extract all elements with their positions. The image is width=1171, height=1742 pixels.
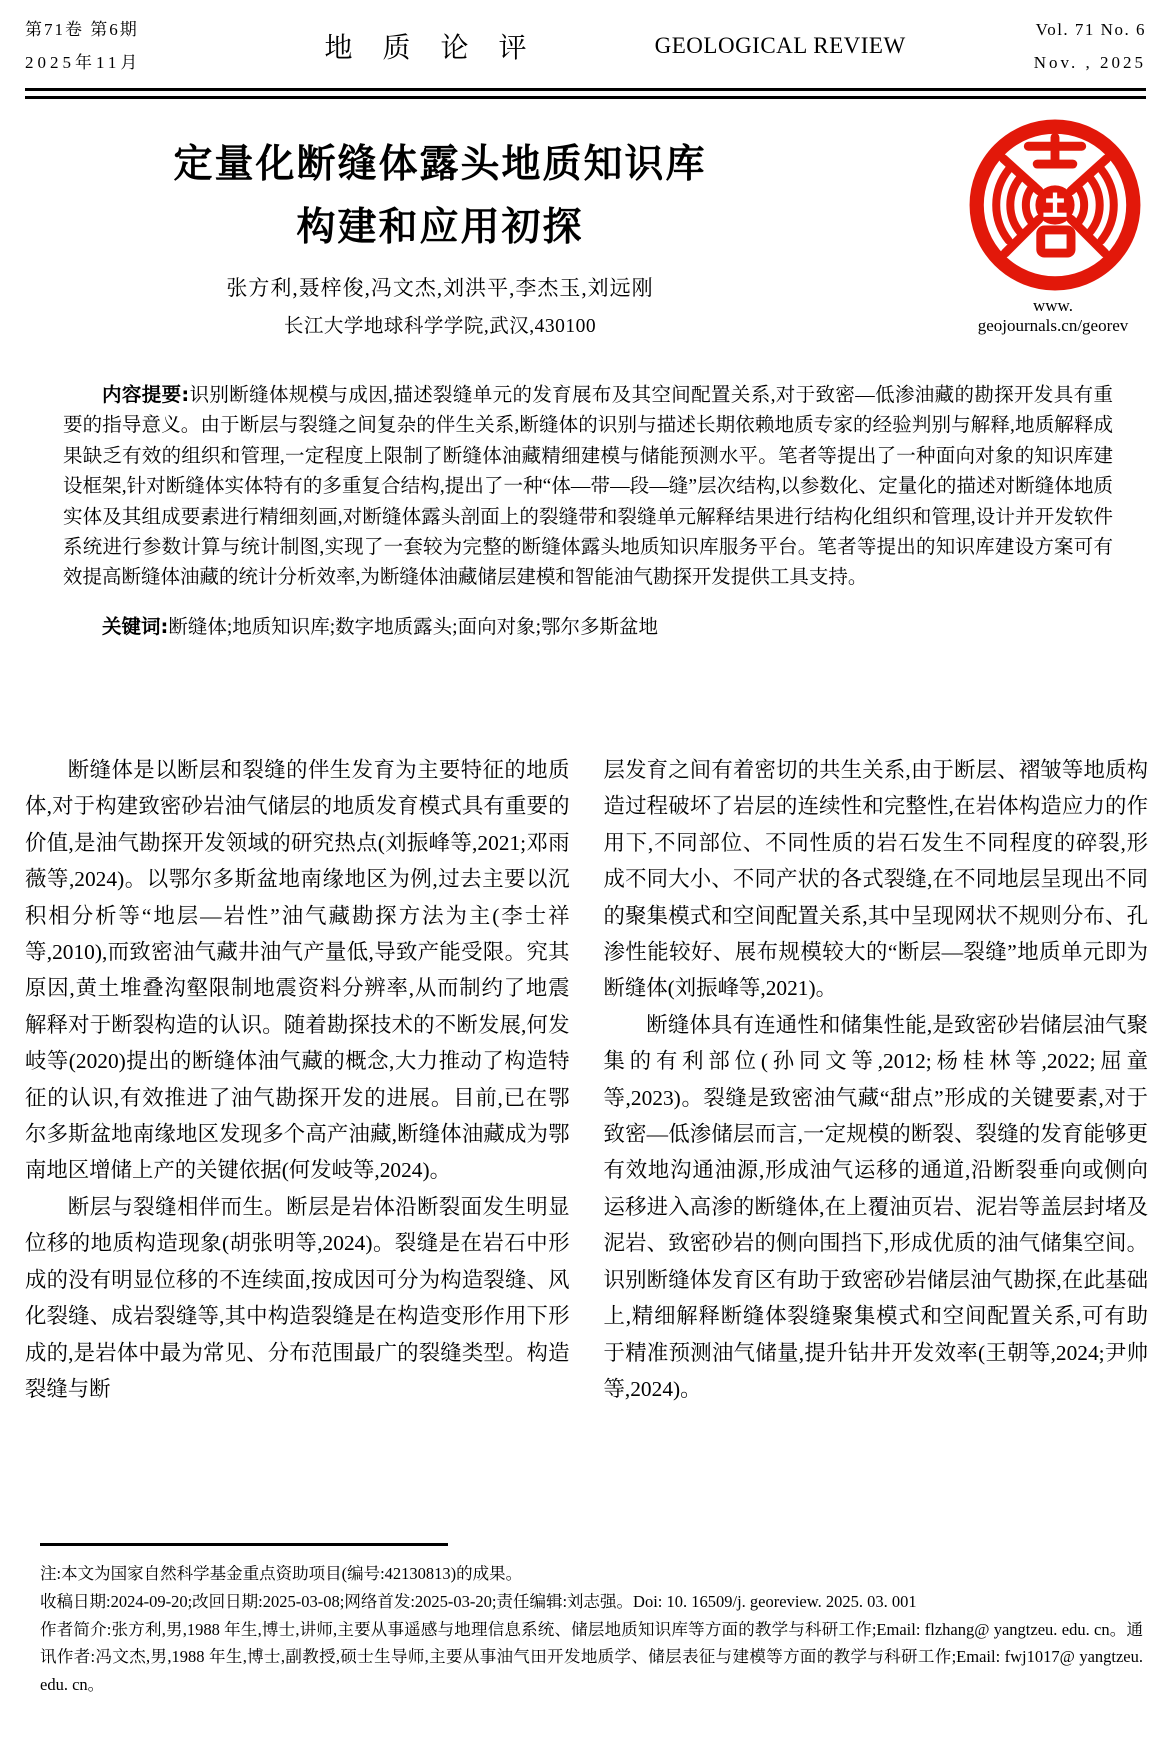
author-list: 张方利,聂梓俊,冯文杰,刘洪平,李杰玉,刘远刚	[226, 276, 654, 300]
footnotes	[40, 1560, 1143, 1699]
keywords-text: 断缝体;地质知识库;数字地质露头;面向对象;鄂尔多斯盆地	[168, 616, 658, 638]
affiliation: 长江大学地球科学学院,武汉,430100	[283, 316, 597, 337]
right-column	[604, 752, 1149, 1407]
journal-website	[938, 296, 1168, 336]
masthead-vol-block	[1034, 13, 1146, 79]
body-paragraph-2-continued: 层发育之间有着密切的共生关系,由于断层、褶皱等地质构造过程破坏了岩层的连续性和完整性,在岩体构造应力的作用下,不同部位、不同性质的岩石发生不同程度的碎裂,形成不同大小、不同产状的各式裂缝,在不同地层呈现出不同的聚集模式和空间配置关系,其中呈现网状不规则分布、孔渗性能较好、展布规模较大的“断层—裂缝”地质单元即为断缝体(刘振峰等,2021)。	[603, 758, 1148, 1001]
footnote-divider	[40, 1543, 448, 1546]
journal-title-en: GEOLOGICAL REVIEW	[654, 33, 906, 58]
volume-issue-en: Vol. 71 No. 6	[1035, 19, 1146, 39]
abstract-paragraph	[63, 380, 1113, 594]
footnote-dates-doi: 收稿日期:2024-09-20;改回日期:2025-03-08;网络首发:2025-03-20;责任编辑:刘志强。Doi: 10. 16509/j. georeview. 2025. 03. 001	[40, 1591, 917, 1611]
article-title-line1: 定量化断缝体露头地质知识库	[173, 142, 707, 187]
journal-website-line2: geojournals.cn/georev	[977, 316, 1129, 336]
volume-issue-cn: 第71卷 第6期	[25, 19, 139, 39]
article-body	[25, 752, 1148, 1407]
date-cn: 2025年11月	[25, 53, 142, 72]
body-paragraph-1: 断缝体是以断层和裂缝的伴生发育为主要特征的地质体,对于构建致密砂岩油气储层的地质发育模式具有重要的价值,是油气勘探开发领域的研究热点(刘振峰等,2021;邓雨薇等,2024)。以鄂尔多斯盆地南缘地区为例,过去主要以沉积相分析等“地层—岩性”油气藏勘探方法为主(李士祥等,2010),而致密油气藏井油气产量低,导致产能受限。究其原因,黄土堆叠沟壑限制地震资料分辨率,从而制约了地震解释对于断裂构造的认识。随着勘探技术的不断发展,何发岐等(2020)提出的断缝体油气藏的概念,大力推动了构造特征的认识,有效推进了油气勘探开发的进展。目前,已在鄂尔多斯盆地南缘地区发现多个高产油藏,断缝体油藏成为鄂南地区增储上产的关键依据(何发岐等,2024)。	[25, 758, 570, 1183]
abstract-text: 识别断缝体规模与成因,描述裂缝单元的发育展布及其空间配置关系,对于致密—低渗油藏的勘探开发具有重要的指导意义。由于断层与裂缝之间复杂的伴生关系,断缝体的识别与描述长期依赖地质专家的经验判别与解释,地质解释成果缺乏有效的组织和管理,一定程度上限制了断缝体油藏精细建模与储能预测水平。笔者等提出了一种面向对象的知识库建设框架,针对断缝体实体特有的多重复合结构,提出了一种“体—带—段—缝”层次结构,以参数化、定量化的描述对断缝体地质实体及其组成要素进行精细刻画,对断缝体露头剖面上的裂缝带和裂缝单元解释结果进行结构化组织和管理,设计并开发软件系统进行参数计算与统计制图,实现了一套较为完整的断缝体露头地质知识库服务平台。笔者等提出的知识库建设方案可有效提高断缝体油藏的统计分析效率,为断缝体油藏储层建模和智能油气勘探开发提供工具支持。	[63, 385, 1113, 589]
footnote-funding: 注:本文为国家自然科学基金重点资助项目(编号:42130813)的成果。	[40, 1564, 523, 1583]
footnote-author-bio: 作者简介:张方利,男,1988 年生,博士,讲师,主要从事遥感与地理信息系统、储层地质知识库等方面的教学与科研工作;Email: flzhang@ yangtzeu. edu. cn。通讯作者:冯文杰,男,1988 年生,博士,副教授,硕士生导师,主要从事油气田开发地质学、储层表征与建模等方面的教学与科研工作;Email: fwj1017@ yangtzeu. edu. cn。	[40, 1619, 1143, 1695]
masthead	[25, 10, 1146, 82]
masthead-divider	[25, 88, 1146, 99]
masthead-volume-block	[25, 13, 141, 79]
body-paragraph-3: 断缝体具有连通性和储集性能,是致密砂岩储层油气聚集的有利部位(孙同文等,2012;杨桂林等,2022;屈童等,2023)。裂缝是致密油气藏“甜点”形成的关键要素,对于致密—低渗储层而言,一定规模的断裂、裂缝的发育能够更有效地沟通油源,形成油气运移的通道,沿断裂垂向或侧向运移进入高渗的断缝体,在上覆油页岩、泥岩等盖层封堵及泥岩、致密砂岩的侧向围挡下,形成优质的油气储集空间。识别断缝体发育区有助于致密砂岩储层油气勘探,在此基础上,精细解释断缝体裂缝聚集模式和空间配置关系,可有助于精准预测油气储量,提升钻井开发效率(王朝等,2024;尹帅等,2024)。	[603, 1012, 1148, 1401]
journal-website-line1: www.	[1033, 296, 1073, 315]
date-en: Nov. , 2025	[1033, 53, 1146, 72]
keywords-line	[63, 612, 1113, 643]
left-column	[25, 752, 570, 1407]
article-title-line2: 构建和应用初探	[296, 205, 584, 251]
abstract-block	[63, 380, 1113, 643]
article-title	[0, 133, 880, 259]
journal-title-cn: 地质论评	[324, 33, 557, 64]
body-paragraph-2: 断层与裂缝相伴而生。断层是岩体沿断裂面发生明显位移的地质构造现象(胡张明等,2024)。裂缝是在岩石中形成的没有明显位移的不连续面,按成因可分为构造裂缝、风化裂缝、成岩裂缝等,其中构造裂缝是在构造变形作用下形成的,是岩体中最为常见、分布范围最广的裂缝类型。构造裂缝与断	[25, 1194, 570, 1401]
journal-seal-icon	[966, 116, 1144, 294]
keywords-label: 关键词:	[102, 614, 169, 638]
abstract-label: 内容提要:	[102, 383, 190, 406]
